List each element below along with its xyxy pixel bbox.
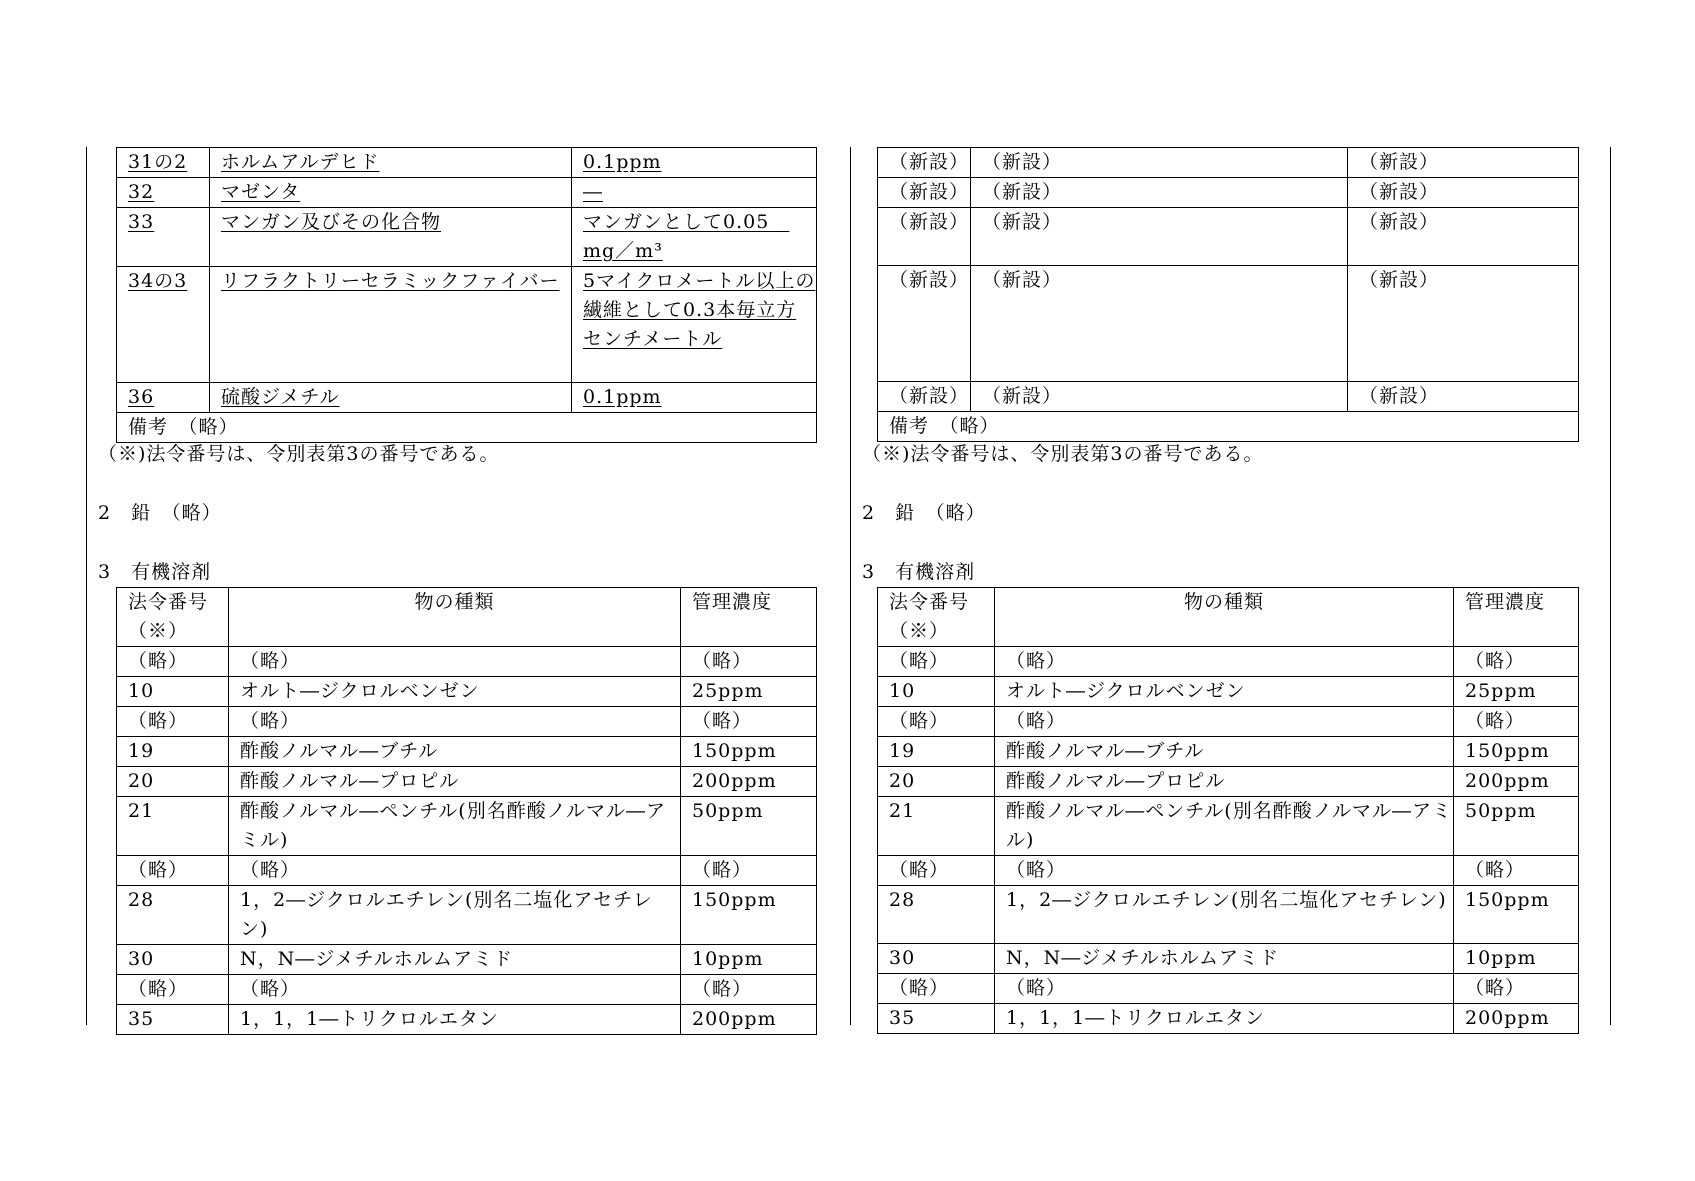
table-row xyxy=(878,412,1579,442)
right-section-organic-solvents: 3 有機溶剤 xyxy=(862,561,976,583)
right-table-substances xyxy=(877,147,1579,442)
control-concentration: 200ppm xyxy=(1454,1004,1579,1034)
right-table-solvents xyxy=(877,587,1579,1034)
table-row xyxy=(117,208,817,267)
table-row xyxy=(117,886,817,945)
table-row xyxy=(117,383,817,413)
law-number: 20 xyxy=(117,767,229,797)
substance-name: マンガン及びその化合物 xyxy=(210,208,572,267)
header-law-number: 法令番号（※） xyxy=(878,588,995,647)
remarks: 備考 （略） xyxy=(878,412,1579,442)
law-number: （略） xyxy=(117,975,229,1005)
control-concentration: 200ppm xyxy=(681,767,817,797)
law-number: 20 xyxy=(878,767,995,797)
table-row xyxy=(878,886,1579,944)
law-number: （略） xyxy=(878,647,995,677)
law-number: 30 xyxy=(117,945,229,975)
table-row xyxy=(878,944,1579,974)
table-row xyxy=(117,267,817,383)
table-row xyxy=(878,1004,1579,1034)
control-concentration: 50ppm xyxy=(1454,797,1579,856)
header-concentration: 管理濃度 xyxy=(1454,588,1579,647)
substance-name: 1，1，1―トリクロルエタン xyxy=(229,1005,681,1035)
left-margin-line xyxy=(86,147,87,1025)
left-section-organic-solvents: 3 有機溶剤 xyxy=(98,561,212,583)
substance-name: マゼンタ xyxy=(210,178,572,208)
substance-name: オルト―ジクロルベンゼン xyxy=(995,677,1454,707)
substance-name: （略） xyxy=(995,707,1454,737)
table-row xyxy=(117,945,817,975)
control-concentration: 10ppm xyxy=(1454,944,1579,974)
left-table-substances xyxy=(116,147,817,443)
law-number: 10 xyxy=(117,677,229,707)
law-number: 28 xyxy=(117,886,229,945)
law-number: （略） xyxy=(117,856,229,886)
law-number: （新設） xyxy=(878,178,971,208)
control-value: （新設） xyxy=(1348,148,1579,178)
law-number: 21 xyxy=(878,797,995,856)
table-row xyxy=(117,737,817,767)
substance-name: （新設） xyxy=(971,208,1348,266)
law-number: 33 xyxy=(117,208,210,267)
control-value: （新設） xyxy=(1348,208,1579,266)
substance-name: （新設） xyxy=(971,266,1348,382)
table-row xyxy=(117,148,817,178)
control-concentration: （略） xyxy=(1454,974,1579,1004)
control-concentration: （略） xyxy=(681,856,817,886)
table-row xyxy=(878,767,1579,797)
control-concentration: 25ppm xyxy=(1454,677,1579,707)
law-number: 21 xyxy=(117,797,229,856)
left-note: （※)法令番号は、令別表第3の番号である。 xyxy=(98,443,500,465)
law-number: 28 xyxy=(878,886,995,944)
control-concentration: 200ppm xyxy=(1454,767,1579,797)
control-concentration: 200ppm xyxy=(681,1005,817,1035)
left-table-solvents xyxy=(116,587,817,1035)
control-concentration: 50ppm xyxy=(681,797,817,856)
substance-name: （新設） xyxy=(971,178,1348,208)
substance-name: （新設） xyxy=(971,148,1348,178)
substance-name: （略） xyxy=(229,975,681,1005)
control-concentration: （略） xyxy=(681,975,817,1005)
substance-name: リフラクトリーセラミックファイバー xyxy=(210,267,572,383)
substance-name: N，N―ジメチルホルムアミド xyxy=(995,944,1454,974)
law-number: （略） xyxy=(878,974,995,1004)
table-row xyxy=(878,266,1579,382)
law-number: 32 xyxy=(117,178,210,208)
substance-name: 硫酸ジメチル xyxy=(210,383,572,413)
control-concentration: 150ppm xyxy=(1454,886,1579,944)
substance-name: （略） xyxy=(995,856,1454,886)
law-number: 31の2 xyxy=(117,148,210,178)
substance-name: （略） xyxy=(995,974,1454,1004)
table-row xyxy=(878,208,1579,266)
right-note: （※)法令番号は、令別表第3の番号である。 xyxy=(862,443,1264,465)
table-row xyxy=(878,797,1579,856)
control-value: 0.1ppm xyxy=(572,148,817,178)
substance-name: （新設） xyxy=(971,382,1348,412)
control-value: （新設） xyxy=(1348,178,1579,208)
substance-name: 酢酸ノルマル―プロピル xyxy=(995,767,1454,797)
law-number: （新設） xyxy=(878,208,971,266)
substance-name: 酢酸ノルマル―ペンチル(別名酢酸ノルマル―アミル) xyxy=(995,797,1454,856)
table-row xyxy=(117,856,817,886)
table-row xyxy=(878,647,1579,677)
substance-name: オルト―ジクロルベンゼン xyxy=(229,677,681,707)
substance-name: N，N―ジメチルホルムアミド xyxy=(229,945,681,975)
substance-name: 酢酸ノルマル―ブチル xyxy=(229,737,681,767)
table-row xyxy=(878,856,1579,886)
header-substance: 物の種類 xyxy=(995,588,1454,647)
table-row xyxy=(117,413,817,443)
substance-name: （略） xyxy=(229,856,681,886)
substance-name: 1，2―ジクロルエチレン(別名二塩化アセチレン) xyxy=(995,886,1454,944)
remarks: 備考 （略） xyxy=(117,413,817,443)
law-number: 19 xyxy=(117,737,229,767)
table-row xyxy=(117,797,817,856)
law-number: （略） xyxy=(878,856,995,886)
control-concentration: 25ppm xyxy=(681,677,817,707)
control-concentration: 150ppm xyxy=(681,737,817,767)
table-row xyxy=(117,647,817,677)
table-row xyxy=(878,178,1579,208)
control-value: （新設） xyxy=(1348,266,1579,382)
law-number: 34の3 xyxy=(117,267,210,383)
table-row xyxy=(878,382,1579,412)
substance-name: 1，1，1―トリクロルエタン xyxy=(995,1004,1454,1034)
law-number: （略） xyxy=(117,707,229,737)
table-row xyxy=(117,1005,817,1035)
table-row xyxy=(878,677,1579,707)
law-number: 30 xyxy=(878,944,995,974)
control-value: 5マイクロメートル以上の繊維として0.3本毎立方センチメートル xyxy=(572,267,817,383)
law-number: 35 xyxy=(878,1004,995,1034)
center-divider-line xyxy=(850,147,851,1025)
control-concentration: 10ppm xyxy=(681,945,817,975)
law-number: 35 xyxy=(117,1005,229,1035)
law-number: （新設） xyxy=(878,266,971,382)
substance-name: （略） xyxy=(229,707,681,737)
table-row xyxy=(878,707,1579,737)
substance-name: 1，2―ジクロルエチレン(別名二塩化アセチレン) xyxy=(229,886,681,945)
left-column xyxy=(116,147,817,443)
header-substance: 物の種類 xyxy=(229,588,681,647)
left-solvents-column xyxy=(116,587,817,1035)
control-concentration: （略） xyxy=(1454,856,1579,886)
table-row xyxy=(117,178,817,208)
control-concentration: （略） xyxy=(681,707,817,737)
law-number: 36 xyxy=(117,383,210,413)
control-concentration: （略） xyxy=(681,647,817,677)
table-row xyxy=(117,767,817,797)
control-concentration: 150ppm xyxy=(681,886,817,945)
control-concentration: （略） xyxy=(1454,647,1579,677)
header-concentration: 管理濃度 xyxy=(681,588,817,647)
control-concentration: （略） xyxy=(1454,707,1579,737)
control-value: （新設） xyxy=(1348,382,1579,412)
right-column xyxy=(877,147,1579,442)
substance-name: （略） xyxy=(229,647,681,677)
right-solvents-column xyxy=(877,587,1579,1034)
law-number: 10 xyxy=(878,677,995,707)
table-header-row xyxy=(878,588,1579,647)
substance-name: ホルムアルデヒド xyxy=(210,148,572,178)
table-row xyxy=(117,975,817,1005)
table-row xyxy=(117,707,817,737)
substance-name: 酢酸ノルマル―プロピル xyxy=(229,767,681,797)
control-value: ― xyxy=(572,178,817,208)
table-row xyxy=(878,737,1579,767)
table-header-row xyxy=(117,588,817,647)
left-section-lead: 2 鉛 （略） xyxy=(98,502,222,524)
law-number: （略） xyxy=(878,707,995,737)
control-concentration: 150ppm xyxy=(1454,737,1579,767)
right-margin-line xyxy=(1610,147,1611,1025)
substance-name: （略） xyxy=(995,647,1454,677)
law-number: （新設） xyxy=(878,382,971,412)
law-number: （新設） xyxy=(878,148,971,178)
header-law-number: 法令番号（※） xyxy=(117,588,229,647)
control-value: 0.1ppm xyxy=(572,383,817,413)
table-row xyxy=(878,148,1579,178)
control-value: マンガンとして0.05 mg／m³ xyxy=(572,208,817,267)
substance-name: 酢酸ノルマル―ペンチル(別名酢酸ノルマル―アミル) xyxy=(229,797,681,856)
right-section-lead: 2 鉛 （略） xyxy=(862,502,986,524)
law-number: （略） xyxy=(117,647,229,677)
substance-name: 酢酸ノルマル―ブチル xyxy=(995,737,1454,767)
table-row xyxy=(878,974,1579,1004)
law-number: 19 xyxy=(878,737,995,767)
table-row xyxy=(117,677,817,707)
